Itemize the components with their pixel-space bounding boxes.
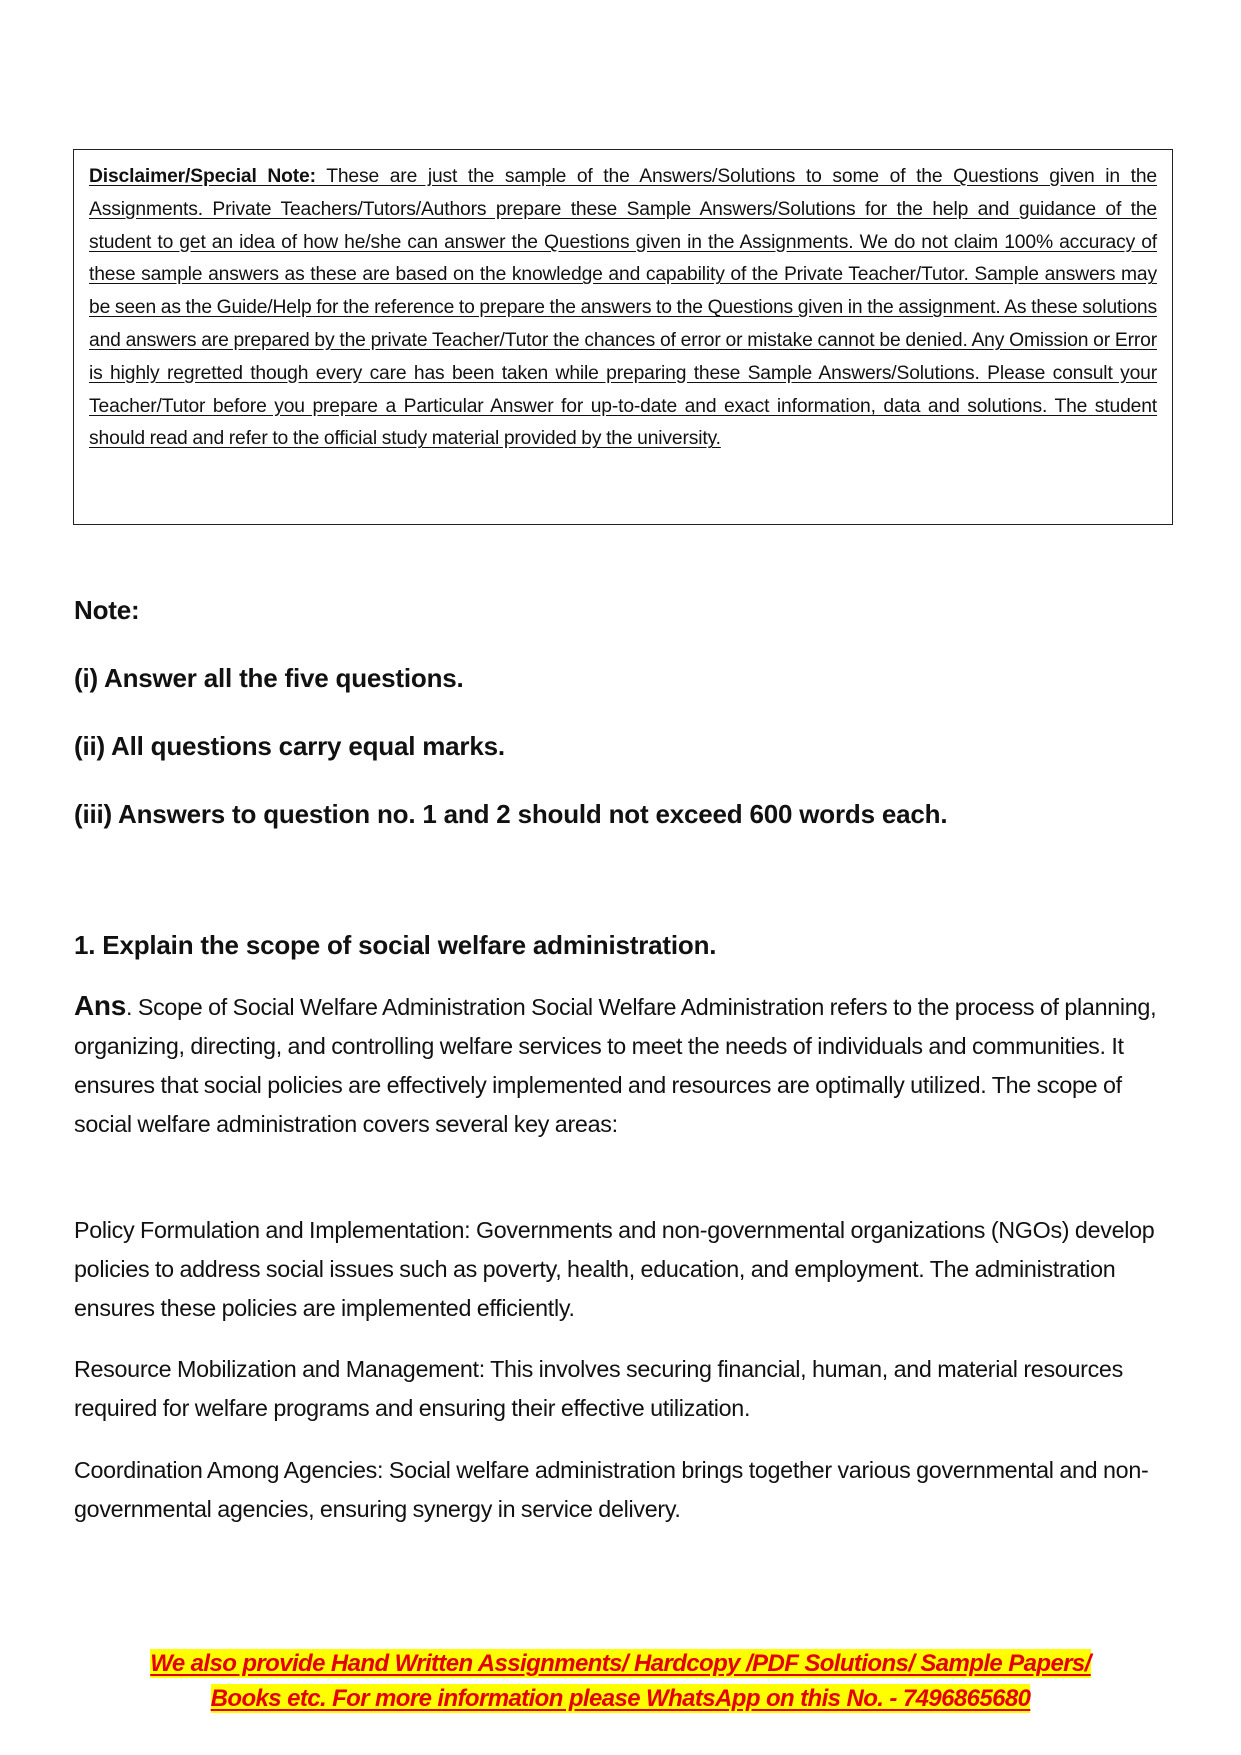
- note-item: (iii) Answers to question no. 1 and 2 should not exceed 600 words each.: [74, 799, 948, 829]
- note-item: (ii) All questions carry equal marks.: [74, 731, 505, 761]
- note-item: (i) Answer all the five questions.: [74, 663, 464, 693]
- answer-intro-text: . Scope of Social Welfare Administration Social Welfare Administration refers to the process of planning, organizing, directing, and controlling welfare services to meet the needs of individuals and communities. It ensures that social policies are effectively implemented and resources are optimally utilized. The scope of social welfare administration covers several key areas:: [74, 994, 1157, 1137]
- promo-line-1: We also provide Hand Written Assignments/ Hardcopy /PDF Solutions/ Sample Papers/: [150, 1650, 1091, 1677]
- disclaimer-body: These are just the sample of the Answers/Solutions to some of the Questions given in the Assignments. Private Teachers/Tutors/Authors prepare these Sample Answers/Solutions for the help and guidance of the student to get an idea of how he/she can answer the Questions given in the Assignments. We do not claim 100% accuracy of these sample answers as these are based on the knowledge and capability of the Private Teacher/Tutor. Sample answers may be seen as the Guide/Help for the reference to prepare the answers to the Questions given in the assignment. As these solutions and answers are prepared by the private Teacher/Tutor the chances of error or mistake cannot be denied. Any Omission or Error is highly regretted though every care has been taken while preparing these Sample Answers/Solutions. Please consult your Teacher/Tutor before you prepare a Particular Answer for up-to-date and exact information, data and solutions. The student should read and refer to the official study material provided by the university.: [89, 166, 1157, 450]
- disclaimer-label: Disclaimer/Special Note:: [89, 166, 316, 187]
- answer-label: Ans: [74, 990, 126, 1021]
- promo-banner: [0, 1646, 1241, 1716]
- note-block: [74, 590, 947, 862]
- answer-paragraph: Resource Mobilization and Management: This involves securing financial, human, and material resources required for welfare programs and ensuring their effective utilization.: [74, 1356, 1123, 1421]
- disclaimer-text: [89, 161, 1157, 456]
- answer-paragraph: Coordination Among Agencies: Social welfare administration brings together various governmental and non-governmental agencies, ensuring synergy in service delivery.: [74, 1457, 1149, 1522]
- answer-paragraph: Policy Formulation and Implementation: Governments and non-governmental organizations (NGOs) develop policies to address social issues such as poverty, health, education, and employment. The administration ensures these policies are implemented efficiently.: [74, 1217, 1155, 1321]
- question-heading: 1. Explain the scope of social welfare administration.: [74, 930, 717, 960]
- disclaimer-box: [73, 149, 1173, 525]
- promo-line-2: Books etc. For more information please WhatsApp on this No. - 7496865680: [210, 1685, 1031, 1712]
- note-heading: Note:: [74, 595, 140, 625]
- answer-intro: [74, 986, 1174, 1144]
